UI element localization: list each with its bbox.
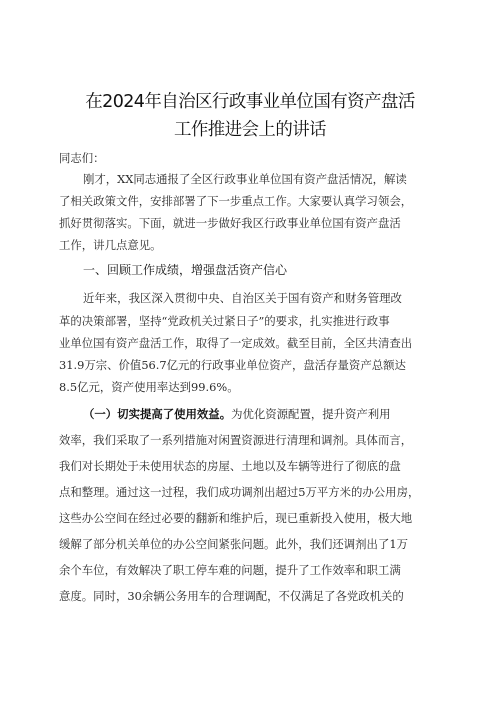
- document-title-line-2: 工作推进会上的讲话: [173, 120, 327, 140]
- paragraph-3-line-6: 余个车位，有效解决了职工停车难的问题，提升了工作效率和职工满: [59, 563, 401, 577]
- paragraph-1-line-1: 刚才，XX同志通报了全区行政事业单位国有资产盘活情况，解读: [83, 172, 407, 186]
- paragraph-1-line-4: 工作，讲几点意见。: [59, 238, 162, 252]
- paragraph-3-line-4: 这些办公空间在经过必要的翻新和维护后，现已重新投入使用，极大地: [59, 511, 413, 525]
- paragraph-1-line-3: 抓好贯彻落实。下面，就进一步做好我区行政事业单位国有资产盘活: [59, 216, 401, 230]
- paragraph-2-line-5: 8.5亿元，资产使用率达到99.6%。: [59, 380, 239, 394]
- paragraph-3-line-7: 意度。同时，30余辆公务用车的合理调配，不仅满足了各党政机关的: [59, 589, 404, 603]
- paragraph-3-line-2: 我们对长期处于未使用状态的房屋、土地以及车辆等进行了彻底的盘: [59, 459, 401, 473]
- paragraph-2-line-4: 31.9万宗、价值56.7亿元的行政事业单位资产，盘活存量资产总额达: [59, 358, 406, 372]
- subsection-heading-1-continuation: 为优化资源配置，提升资产利用: [231, 407, 391, 421]
- paragraph-3-line-1: 效率，我们采取了一系列措施对闲置资源进行清理和调剂。具体而言，: [59, 433, 413, 447]
- document-title-line-1: 在2024年自治区行政事业单位国有资产盘活: [85, 92, 415, 112]
- paragraph-3-line-3: 点和整理。通过这一过程，我们成功调剂出超过5万平方米的办公用房，: [59, 485, 420, 499]
- subsection-heading-line: [83, 406, 459, 422]
- paragraph-2-line-3: 业单位国有资产盘活工作，取得了一定成效。截至目前，全区共清查出: [59, 336, 413, 350]
- paragraph-3-line-5: 缓解了部分机关单位的办公空间紧张问题。此外，我们还调剂出了1万: [59, 537, 408, 551]
- salutation: 同志们：: [59, 151, 105, 165]
- section-heading-1: 一、回顾工作成绩，增强盘活资产信心: [83, 263, 288, 277]
- paragraph-2-line-1: 近年来，我区深入贯彻中央、自治区关于国有资产和财务管理改: [83, 291, 402, 305]
- subsection-heading-1: （一）切实提高了使用效益。: [83, 407, 232, 421]
- paragraph-1-line-2: 了相关政策文件，安排部署了下一步重点工作。大家要认真学习领会，: [59, 194, 413, 208]
- paragraph-2-line-2: 革的决策部署，坚持“党政机关过紧日子”的要求，扎实推进行政事: [59, 314, 390, 328]
